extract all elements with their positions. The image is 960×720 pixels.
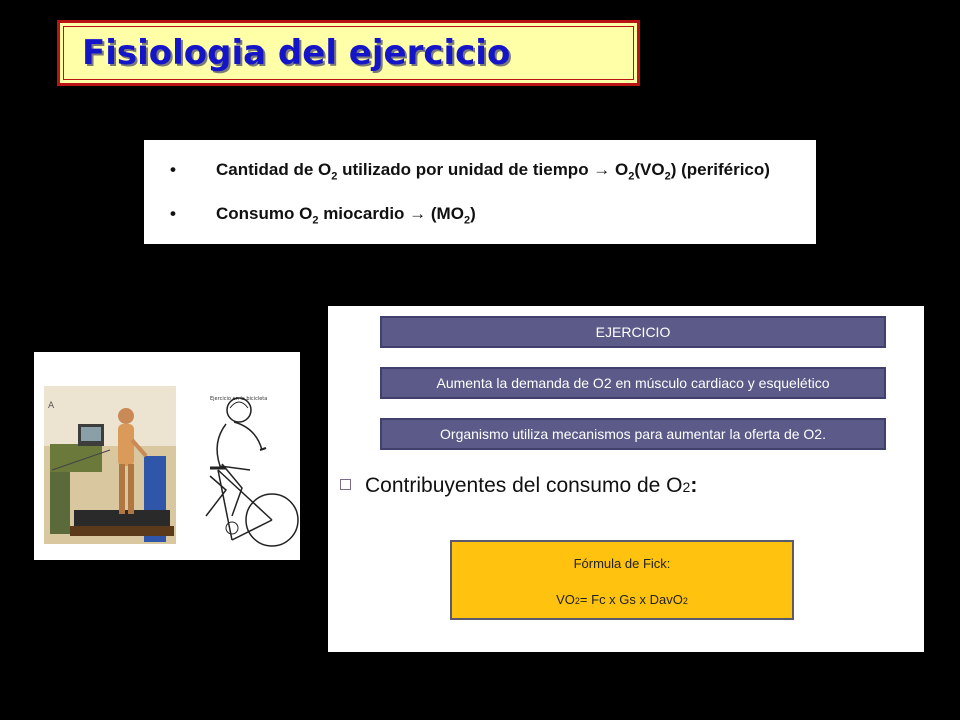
bullet-item-mo2: • Consumo $O_2$ miocardio → $(MO_2)$ <box>170 204 476 227</box>
exercise-flow-panel <box>328 306 924 652</box>
bullet-item-vo2: • Cantidad de $O_2$ utilizado por unidad de tiempo → $O_2(VO_2)$ (periférico) <box>170 160 770 183</box>
fick-formula-box <box>450 540 794 620</box>
photo-caption-a: A <box>48 401 55 411</box>
flow-box-ejercicio: EJERCICIO <box>380 316 886 348</box>
bullets-panel <box>144 140 816 244</box>
contributors-heading: Contribuyentes del consumo de O2: <box>340 474 697 498</box>
fick-formula-equation: VO2= Fc x Gs x DavO2 <box>556 592 688 607</box>
bullet-dot-icon: • <box>170 204 176 223</box>
fick-formula-title: Fórmula de Fick: <box>573 556 671 571</box>
slide-title: Fisiologia del ejercicio <box>82 33 511 73</box>
exercise-illustration-image <box>34 352 300 560</box>
photo-caption-bike: Ejercicio en la bicicleta <box>210 396 268 402</box>
exercise-illustration <box>34 352 300 560</box>
flow-box-demanda: Aumenta la demanda de O2 en músculo cardiaco y esquelético <box>380 367 886 399</box>
flow-box-oferta: Organismo utiliza mecanismos para aumentar la oferta de O2. <box>380 418 886 450</box>
slide-title-box <box>57 20 640 86</box>
square-bullet-icon <box>340 479 351 490</box>
bullet-dot-icon: • <box>170 160 176 179</box>
